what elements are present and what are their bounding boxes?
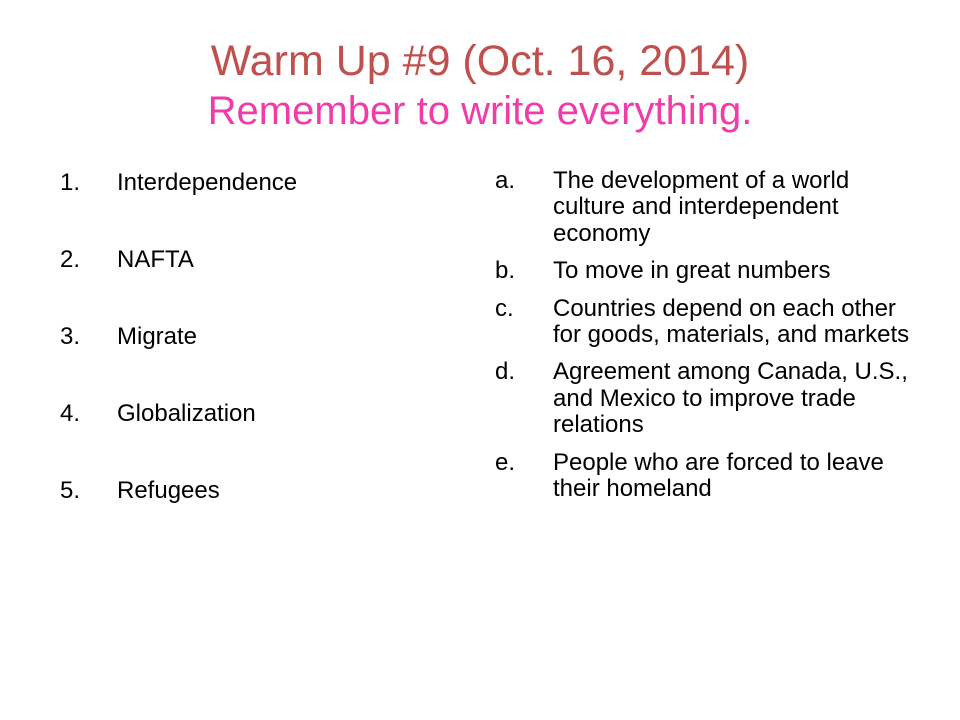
definitions-list — [495, 168, 915, 513]
term-number: 5. — [60, 477, 81, 504]
definition-text: The development of a world culture and interdependent economy — [553, 167, 850, 247]
definition-item — [495, 168, 915, 247]
terms-list — [60, 168, 460, 553]
title-warm-up: Warm Up #9 (Oct. 16, 2014) — [210, 37, 750, 85]
term-item — [60, 399, 460, 429]
term-item — [60, 168, 460, 198]
term-item — [60, 476, 460, 506]
term-number: 1. — [60, 169, 81, 196]
term-item — [60, 322, 460, 352]
term-number: 3. — [60, 323, 81, 350]
term-text: Refugees — [117, 477, 220, 504]
term-text: Globalization — [117, 400, 256, 427]
definition-text: Agreement among Canada, U.S., and Mexico to improve trade relations — [553, 358, 908, 439]
definition-letter: b. — [495, 257, 516, 285]
term-item — [60, 245, 460, 275]
term-number: 4. — [60, 400, 81, 427]
slide-title — [40, 38, 920, 133]
definition-item — [495, 296, 915, 349]
definition-letter: c. — [495, 294, 514, 322]
term-number: 2. — [60, 246, 81, 273]
title-instruction: Remember to write everything. — [207, 89, 753, 134]
term-text: Interdependence — [117, 169, 298, 196]
definition-text: To move in great numbers — [553, 257, 831, 285]
definition-item — [495, 258, 915, 284]
definition-letter: e. — [495, 448, 516, 476]
definition-item — [495, 359, 915, 438]
definition-letter: d. — [495, 358, 516, 386]
definition-text: People who are forced to leave their homeland — [553, 448, 884, 502]
definition-text: Countries depend on each other for goods, materials, and markets — [553, 294, 910, 348]
term-text: Migrate — [117, 323, 198, 350]
definition-letter: a. — [495, 167, 516, 194]
term-text: NAFTA — [117, 246, 194, 273]
definition-item — [495, 450, 915, 503]
